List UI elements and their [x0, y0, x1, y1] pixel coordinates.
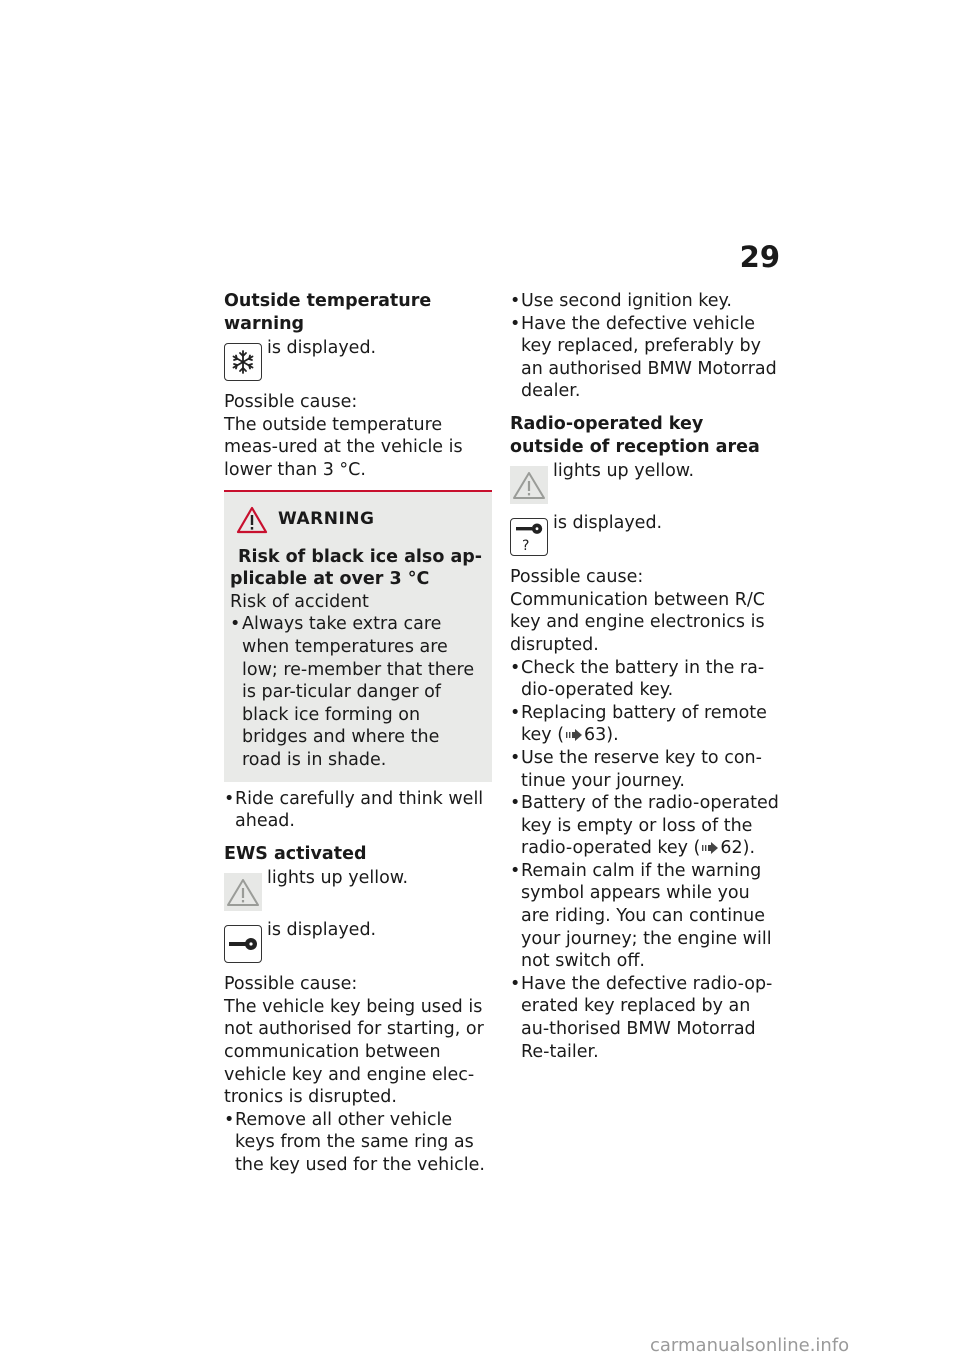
radio-cause-text: Communication between R/C key and engine electronics is disrupted. — [510, 589, 766, 655]
list-item: • Remove all other vehicle keys from the same ring as the key used for the vehicle. — [224, 1109, 492, 1177]
warning-list — [230, 613, 484, 771]
list-item: • Have the defective vehicle key replaced, preferably by an authorised BMW Motorrad dealer. — [510, 313, 782, 403]
radio-indicator-1 — [510, 460, 782, 504]
warning-subtitle: Risk of accident — [230, 591, 369, 612]
warning-header — [236, 506, 484, 534]
ews-indicator-2 — [224, 919, 492, 963]
warning-title: Risk of black ice also ap-plicable at over 3 °C — [230, 546, 483, 590]
outside-temp-cause-label: Possible cause: — [224, 392, 358, 413]
left-column — [224, 290, 492, 1177]
warning-label: WARNING — [278, 509, 375, 530]
outside-temp-heading: Outside temperature warning — [224, 291, 432, 334]
list-item: • Have the defective radio-op-erated key replaced by an au-thorised BMW Motorrad Re-tailer. — [510, 973, 782, 1063]
list-item — [510, 792, 782, 860]
after-warning-list — [224, 788, 492, 833]
list-item: • Always take extra care when temperatures are low; re-member that there is par-ticular danger of black ice forming on bridges and where the road is in shade. — [230, 613, 484, 771]
arrow-ref-icon[interactable] — [702, 842, 718, 854]
warning-box — [224, 490, 492, 782]
key-question-icon — [510, 518, 548, 556]
item-text: Battery of the radio-operated key is empty or loss of the radio-operated key ( — [521, 793, 779, 859]
list-item: • Check the battery in the ra-dio-operated key. — [510, 657, 782, 702]
radio-icon2-text: is displayed. — [553, 513, 663, 534]
ews-cause-label: Possible cause: — [224, 974, 358, 995]
right-column — [510, 290, 782, 1063]
outside-temp-icon-text: is displayed. — [267, 338, 377, 359]
ews-heading: EWS activated — [224, 843, 367, 864]
ews-list — [224, 1109, 492, 1177]
ews-icon2-text: is displayed. — [267, 920, 377, 941]
list-item: • Ride carefully and think well ahead. — [224, 788, 492, 833]
warning-triangle-icon — [224, 873, 262, 911]
warning-triangle-icon — [510, 466, 548, 504]
list-item — [510, 702, 782, 747]
svg-text:?: ? — [522, 538, 530, 554]
ews-cause-text: The vehicle key being used is not authorised for starting, or communication between vehicle key and engine elec-tronics is disrupted. — [224, 996, 484, 1108]
key-icon — [224, 925, 262, 963]
list-item: • Use second ignition key. — [510, 290, 782, 313]
watermark: carmanualsonline.info — [650, 1335, 850, 1356]
radio-key-heading: Radio-operated key outside of reception area — [510, 413, 760, 457]
radio-indicator-2 — [510, 512, 782, 556]
list-item: • Use the reserve key to con-tinue your journey. — [510, 747, 782, 792]
list-item: • Remain calm if the warning symbol appears while you are riding. You can continue your journey; the engine will not switch off. — [510, 860, 782, 973]
warning-triangle-icon — [236, 506, 268, 534]
outside-temp-indicator — [224, 337, 492, 381]
radio-icon1-text: lights up yellow. — [553, 461, 695, 482]
ews-indicator-1 — [224, 867, 492, 911]
outside-temp-cause-text: The outside temperature meas-ured at the vehicle is lower than 3 °C. — [224, 414, 463, 480]
radio-list — [510, 657, 782, 1064]
page-ref-link[interactable]: 63). — [584, 725, 619, 746]
page-number: 29 — [739, 240, 780, 274]
right-top-list — [510, 290, 782, 403]
ews-icon1-text: lights up yellow. — [267, 868, 409, 889]
item-text: Replacing battery of remote key ( — [521, 702, 767, 746]
snowflake-icon — [224, 343, 262, 381]
page-ref-link[interactable]: 62). — [720, 838, 756, 859]
arrow-ref-icon[interactable] — [566, 729, 582, 741]
radio-cause-label: Possible cause: — [510, 567, 644, 588]
